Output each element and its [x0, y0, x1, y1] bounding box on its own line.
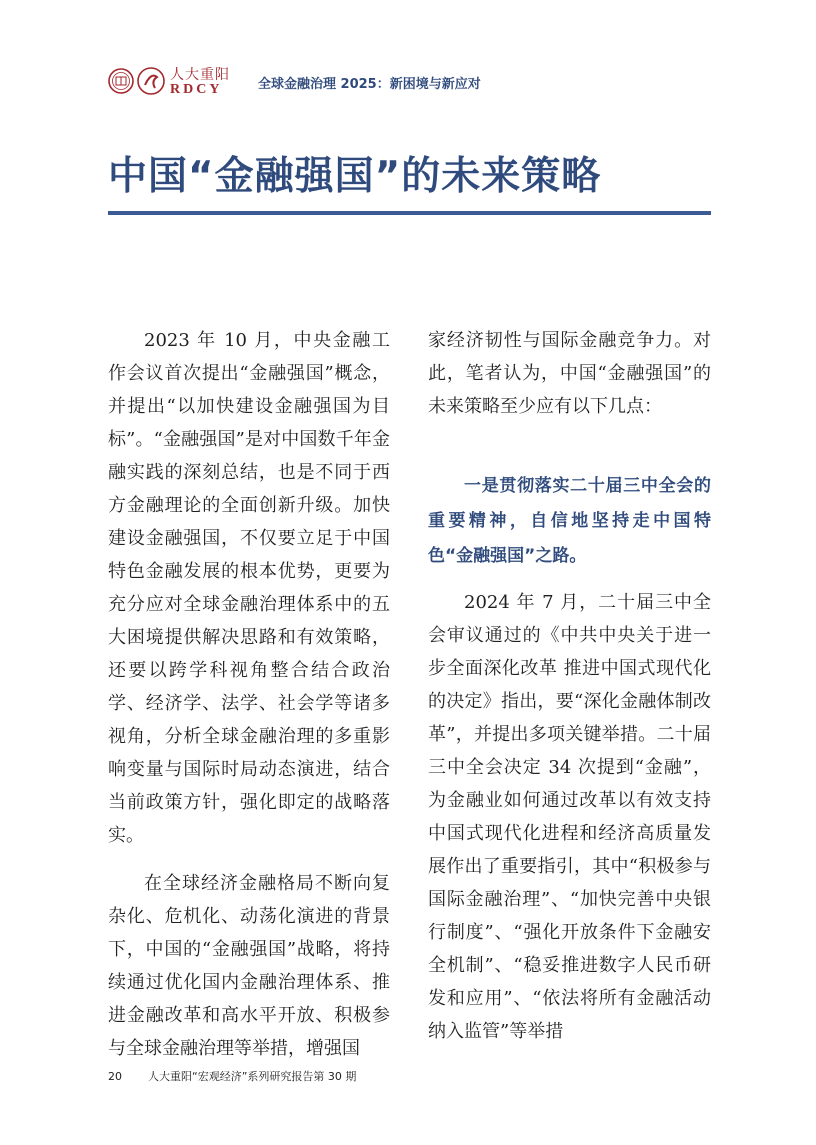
body-paragraph-3: 2024 年 7 月，二十届三中全会审议通过的《中共中央关于进一步全面深化改革 推进中国式现代化的决定》指出，要“深化金融体制改革”，并提出多项关键举措。二十届三中全会决定 34 次提到“金融”，为金融业如何通过改革以有效支持中国式现代化进程和经济高质量发展作出了重要指引，其中“积极参与国际金融治理”、“加快完善中央银行制度”、“强化开放条件下金融安全机制”、“稳妥推进数字人民币研发和应用”、“依法将所有金融活动纳入监管”等举措: [428, 592, 711, 1042]
title-divider: [108, 211, 711, 215]
section-heading-1: 一是贯彻落实二十届三中全会的重要精神，自信地坚持走中国特色“金融强国”之路。: [428, 476, 711, 566]
rdcy-logo-icon: [136, 66, 166, 96]
page-header: [108, 66, 708, 100]
page-number: 20: [108, 1070, 122, 1083]
brand-name-cn: 人大重阳: [170, 67, 230, 83]
university-seal-icon: [108, 66, 134, 96]
body-paragraph-1: 2023 年 10 月，中央金融工作会议首次提出“金融强国”概念，并提出“以加快建设金融强国为目标”。“金融强国”是对中国数千年金融实践的深刻总结，也是不同于西方金融理论的全面创新升级。加快建设金融强国，不仅要立足于中国特色金融发展的根本优势，更要为充分应对全球金融治理体系中的五大困境提供解决思路和有效策略，还要以跨学科视角整合结合政治学、经济学、法学、社会学等诸多视角，分析全球金融治理的多重影响变量与国际时局动态演进，结合当前政策方针，强化即定的战略落实。: [108, 330, 390, 846]
right-column: [428, 324, 711, 1048]
left-column: [108, 324, 390, 1065]
page-title: 中国“金融强国”的未来策略: [108, 154, 602, 199]
brand-name-en: RDCY: [170, 82, 223, 97]
series-name: 人大重阳“宏观经济”系列研究报告第 30 期: [148, 1070, 357, 1083]
body-paragraph-2-continuation: 家经济韧性与国际金融竞争力。对此，笔者认为，中国“金融强国”的未来策略至少应有以下几点：: [428, 330, 711, 417]
page-footer: [108, 1068, 356, 1084]
body-paragraph-2: 在全球经济金融格局不断向复杂化、危机化、动荡化演进的背景下，中国的“金融强国”战略，将持续通过优化国内金融治理体系、推进金融改革和高水平开放、积极参与全球金融治理等举措，增强国: [108, 873, 390, 1059]
report-title: 全球金融治理 2025：新困境与新应对: [258, 77, 481, 92]
